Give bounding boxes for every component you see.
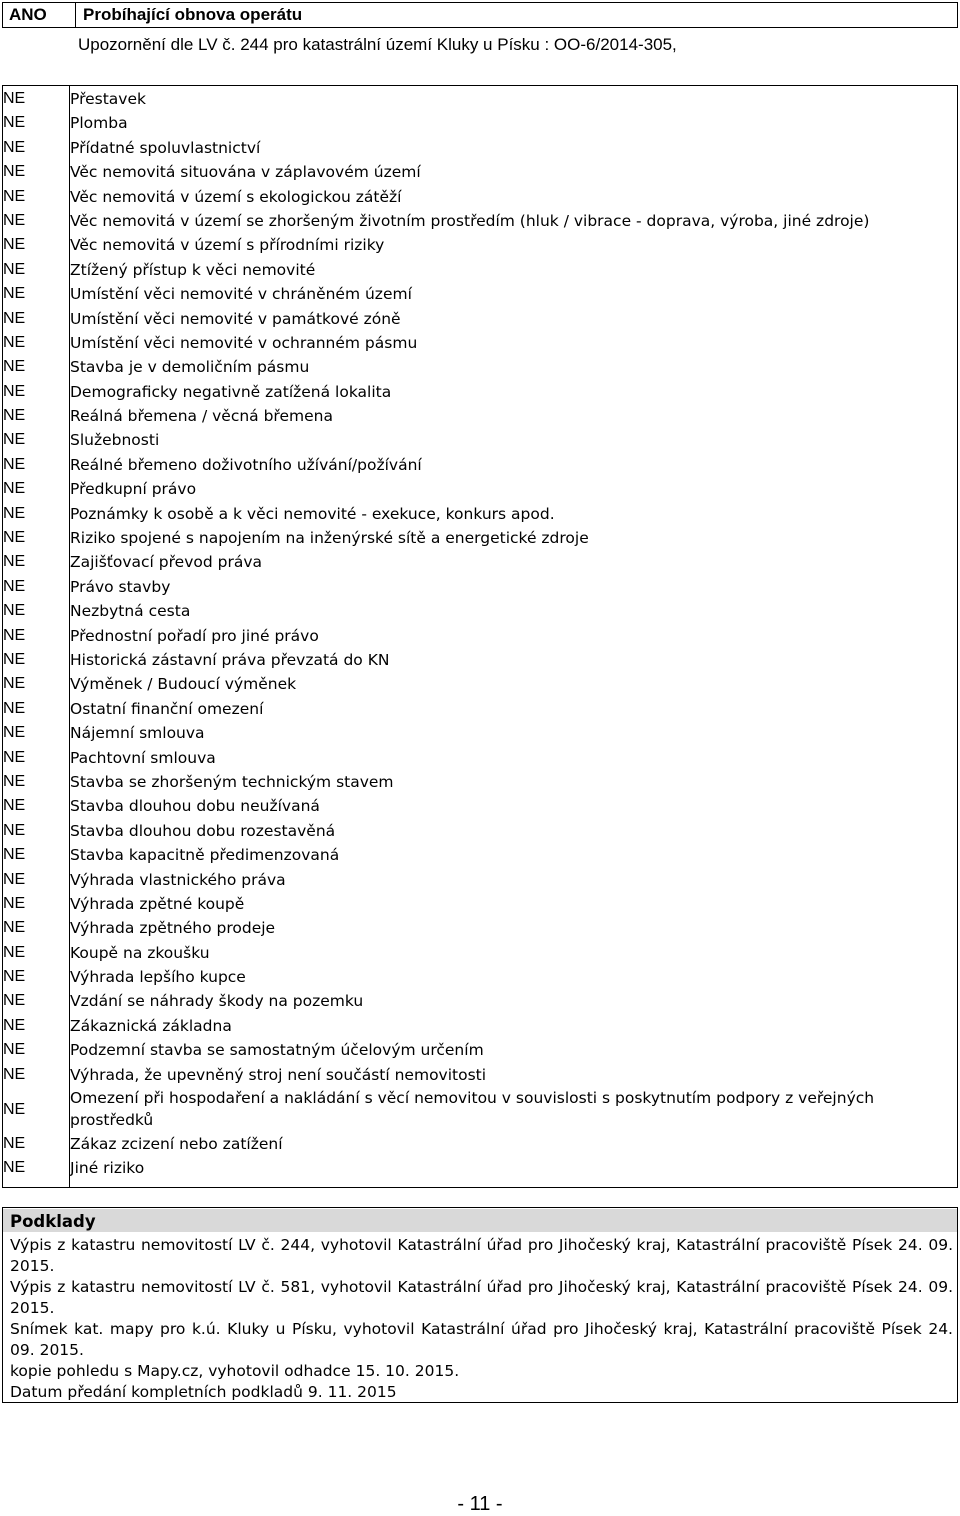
item-value: NE (3, 968, 26, 986)
item-label: Koupě na zkoušku (70, 943, 210, 962)
item-value: NE (3, 553, 26, 571)
item-label: Věc nemovitá situována v záplavovém území (70, 163, 421, 182)
item-value: NE (3, 821, 26, 839)
sources-list (10, 1235, 953, 1403)
item-value: NE (3, 431, 26, 449)
item-label: Zajišťovací převod práva (70, 553, 263, 572)
page-number: - 11 - (457, 1493, 503, 1515)
item-label: Předkupní právo (70, 480, 197, 499)
item-label: Přestavek (70, 90, 146, 108)
item-label: Historická zástavní práva převzatá do KN (70, 650, 390, 669)
encumbrance-table (2, 85, 958, 1188)
item-label: Výměnek / Budoucí výměnek (70, 675, 297, 694)
item-label: Reálná břemena / věcná břemena (70, 407, 333, 426)
item-label: Právo stavby (70, 577, 171, 596)
item-label: Stavba je v demoličním pásmu (70, 358, 310, 377)
item-value: NE (3, 943, 26, 961)
item-label: Poznámky k osobě a k věci nemovité - exekuce, konkurs apod. (70, 504, 555, 523)
item-label: Omezení při hospodaření a nakládání s věcí nemovitou v souvislosti s poskytnutím podpory z veřejných prostředků (70, 1089, 875, 1130)
item-value: NE (3, 1100, 26, 1118)
labels-list (70, 86, 957, 1187)
source-item: Výpis z katastru nemovitostí LV č. 244, vyhotovil Katastrální úřad pro Jihočeský kraj, Katastrální pracoviště Písek 24. 09. 2015. (10, 1236, 953, 1275)
values-column (3, 86, 70, 1188)
item-label: Umístění věci nemovité v ochranném pásmu (70, 333, 418, 352)
item-label: Umístění věci nemovité v památkové zóně (70, 309, 401, 328)
operat-renewal-row (3, 3, 958, 28)
item-value: NE (3, 650, 26, 668)
sources-header (3, 1209, 957, 1232)
item-value: NE (3, 699, 26, 717)
encumbrance-table-row (3, 86, 958, 1188)
item-label: Reálné břemeno doživotního užívání/požívání (70, 455, 422, 474)
item-value: NE (3, 602, 26, 620)
item-value: NE (3, 163, 26, 181)
item-value: NE (3, 772, 26, 790)
item-value: NE (3, 577, 26, 595)
item-value: NE (3, 455, 26, 473)
item-label: Stavba kapacitně předimenzovaná (70, 846, 340, 865)
item-value: NE (3, 333, 26, 351)
item-value: NE (3, 236, 26, 254)
item-value: NE (3, 114, 26, 132)
item-value: NE (3, 504, 26, 522)
item-value: NE (3, 309, 26, 327)
item-label: Zákaz zcizení nebo zatížení (70, 1135, 283, 1154)
item-label: Jiné riziko (70, 1159, 145, 1178)
item-value: NE (3, 1041, 26, 1059)
item-value: NE (3, 992, 26, 1010)
item-label: Umístění věci nemovité v chráněném území (70, 285, 412, 304)
item-label: Výhrada zpětného prodeje (70, 919, 276, 938)
item-value: NE (3, 90, 26, 107)
item-value: NE (3, 211, 26, 229)
item-value: NE (3, 1159, 26, 1177)
item-label: Plomba (70, 114, 128, 133)
item-label: Nezbytná cesta (70, 602, 191, 621)
labels-column (70, 86, 958, 1188)
item-value: NE (3, 138, 26, 156)
item-label: Podzemní stavba se samostatným účelovým určením (70, 1041, 484, 1060)
item-value: NE (3, 382, 26, 400)
item-label: Výhrada vlastnického práva (70, 870, 286, 889)
item-value: NE (3, 1135, 26, 1153)
source-item: Výpis z katastru nemovitostí LV č. 581, vyhotovil Katastrální úřad pro Jihočeský kraj, Katastrální pracoviště Písek 24. 09. 2015. (10, 1278, 953, 1317)
item-label: Stavba dlouhou dobu rozestavěná (70, 821, 336, 840)
item-value: NE (3, 797, 26, 815)
item-label: Výhrada zpětné koupě (70, 894, 245, 913)
item-value: NE (3, 626, 26, 644)
operat-renewal-flag: ANO (3, 3, 76, 28)
item-label: Riziko spojené s napojením na inženýrské sítě a energetické zdroje (70, 529, 589, 548)
values-list (3, 86, 69, 1187)
item-value: NE (3, 919, 26, 937)
item-label: Demograficky negativně zatížená lokalita (70, 382, 392, 401)
cadastral-notice: Upozornění dle LV č. 244 pro katastrální území Kluky u Písku : OO-6/2014-305, (78, 35, 677, 54)
item-label: Přídatné spoluvlastnictví (70, 138, 261, 157)
item-label: Nájemní smlouva (70, 724, 205, 743)
item-label: Věc nemovitá v území s přírodními riziky (70, 236, 385, 255)
item-value: NE (3, 285, 26, 303)
item-value: NE (3, 407, 26, 425)
item-value: NE (3, 358, 26, 376)
operat-renewal-title: Probíhající obnova operátu (76, 3, 958, 28)
item-label: Výhrada lepšího kupce (70, 968, 246, 987)
source-item: Snímek kat. mapy pro k.ú. Kluky u Písku, vyhotovil Katastrální úřad pro Jihočeský kraj, Katastrální pracoviště Písek 24. 09. 2015. (10, 1320, 953, 1359)
sources-title: Podklady (10, 1212, 96, 1231)
item-label: Zákaznická základna (70, 1016, 232, 1035)
item-value: NE (3, 724, 26, 742)
item-label: Pachtovní smlouva (70, 748, 216, 767)
item-value: NE (3, 480, 26, 498)
item-value: NE (3, 846, 26, 864)
item-value: NE (3, 870, 26, 888)
item-label: Ztížený přístup k věci nemovité (70, 260, 316, 279)
operat-renewal-table (2, 2, 958, 28)
item-label: Vzdání se náhrady škody na pozemku (70, 992, 364, 1011)
source-item: kopie pohledu s Mapy.cz, vyhotovil odhadce 15. 10. 2015. (10, 1362, 460, 1380)
item-value: NE (3, 748, 26, 766)
item-label: Služebnosti (70, 431, 160, 450)
item-value: NE (3, 675, 26, 693)
item-label: Věc nemovitá v území se zhoršeným životním prostředím (hluk / vibrace - doprava, výroba, jiné zdroje) (70, 211, 870, 230)
item-value: NE (3, 1016, 26, 1034)
item-label: Stavba se zhoršeným technickým stavem (70, 772, 394, 791)
item-value: NE (3, 894, 26, 912)
item-value: NE (3, 529, 26, 547)
sources-section (2, 1207, 958, 1403)
item-label: Ostatní finanční omezení (70, 699, 264, 718)
item-value: NE (3, 1065, 26, 1083)
item-label: Věc nemovitá v území s ekologickou zátěží (70, 187, 402, 206)
source-item: Datum předání kompletních podkladů 9. 11. 2015 (10, 1383, 397, 1401)
item-label: Výhrada, že upevněný stroj není součástí nemovitosti (70, 1065, 487, 1084)
item-value: NE (3, 187, 26, 205)
item-label: Stavba dlouhou dobu neužívaná (70, 797, 320, 816)
item-value: NE (3, 260, 26, 278)
item-label: Přednostní pořadí pro jiné právo (70, 626, 319, 645)
